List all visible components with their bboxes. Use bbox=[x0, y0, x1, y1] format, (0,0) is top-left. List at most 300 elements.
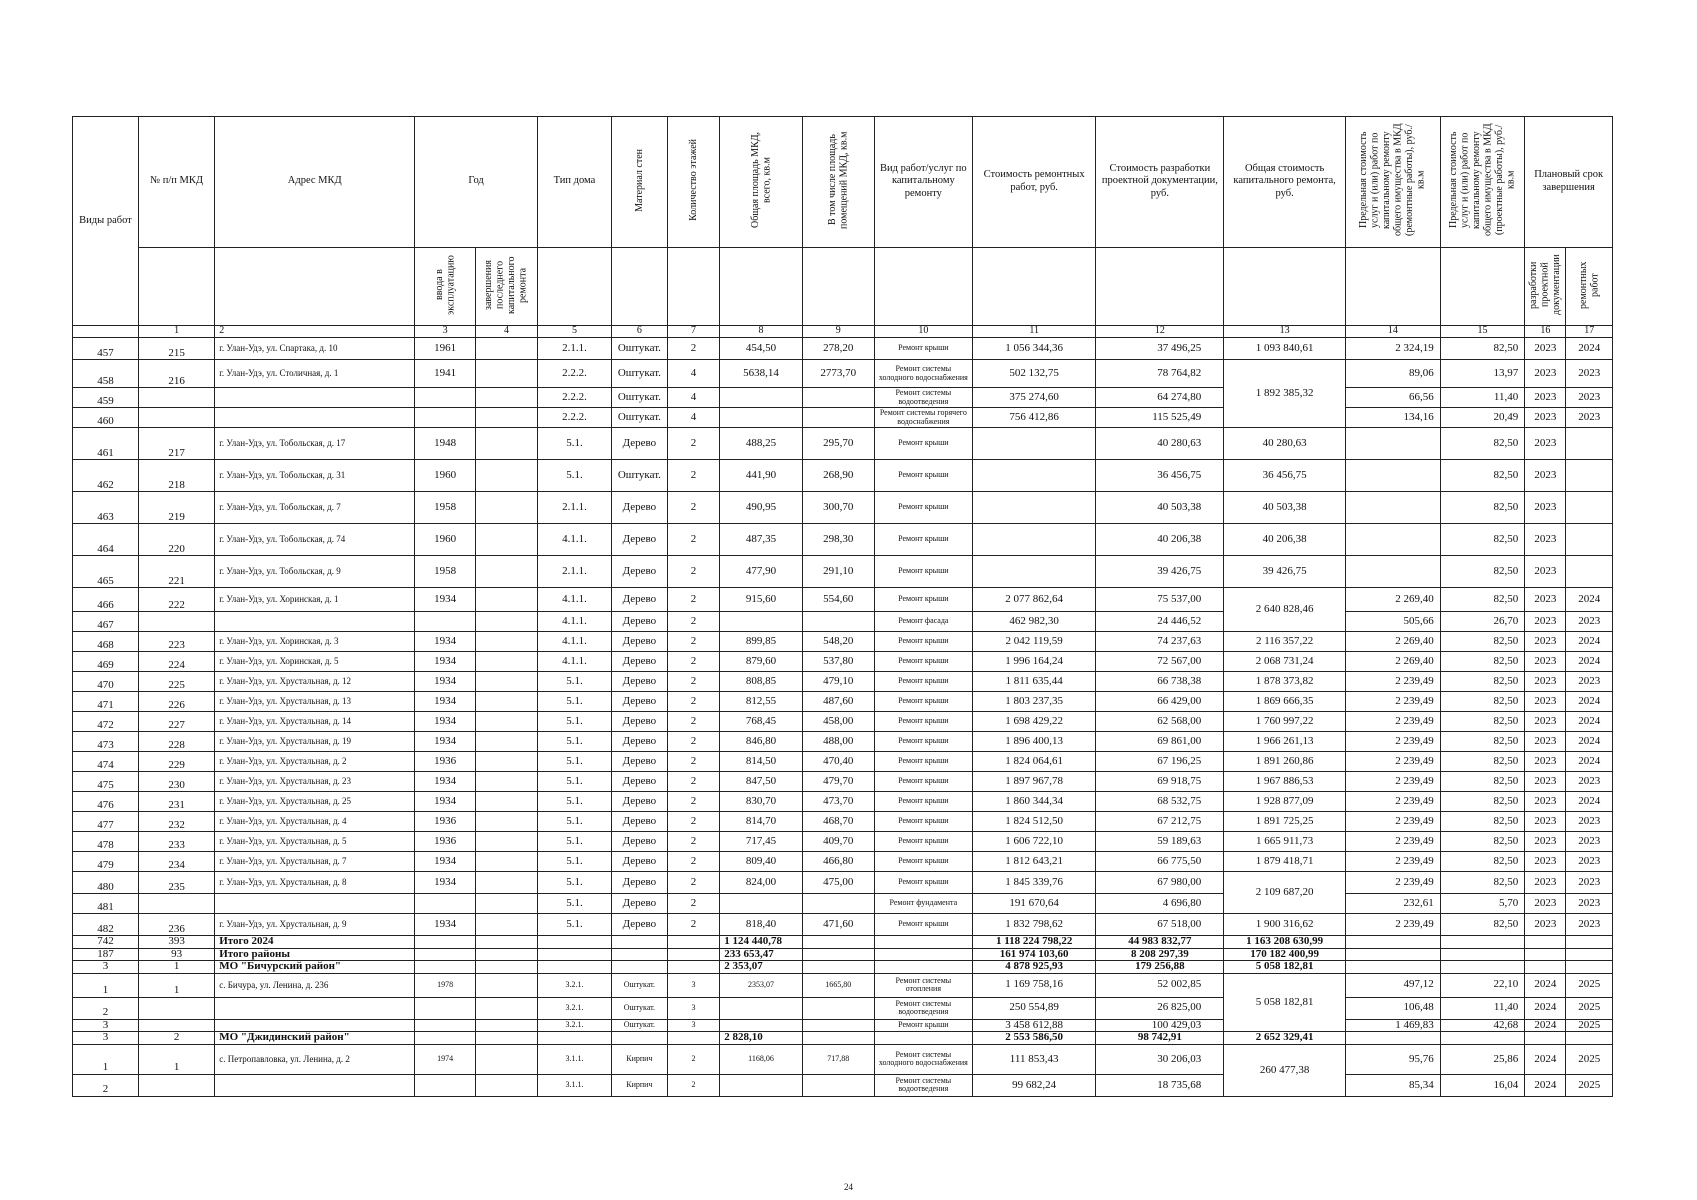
cell-material: Оштукат. bbox=[612, 997, 668, 1019]
cell-srok-rem bbox=[1566, 428, 1613, 460]
cell-god-remonta bbox=[476, 524, 538, 556]
cell-empty bbox=[802, 936, 874, 949]
cell-stoim-rem: 2 077 862,64 bbox=[972, 588, 1096, 612]
cell-srok-proekt: 2023 bbox=[1525, 338, 1566, 360]
cell-nomer bbox=[138, 894, 214, 914]
cell-vid-uslug: Ремонт системы водоотведения bbox=[874, 997, 972, 1019]
cell-god-remonta bbox=[476, 832, 538, 852]
cell-srok-rem: 2025 bbox=[1566, 1074, 1613, 1096]
cell-ploshad: 899,85 bbox=[720, 632, 802, 652]
cell-obshaya: 2 109 687,20 bbox=[1224, 872, 1346, 914]
cell-pred2: 82,50 bbox=[1440, 914, 1525, 936]
cell-stoim-proekt: 66 738,38 bbox=[1096, 672, 1224, 692]
cell-nomer: 2 bbox=[138, 1032, 214, 1045]
cell-vid-uslug: Ремонт крыши bbox=[874, 914, 972, 936]
cell-adres: г. Улан-Удэ, ул. Хрустальная, д. 13 bbox=[215, 692, 415, 712]
cell-pred2: 82,50 bbox=[1440, 752, 1525, 772]
cell-pred1 bbox=[1345, 460, 1440, 492]
cell-sum-ploshad: 233 653,47 bbox=[720, 948, 802, 961]
column-number-row bbox=[73, 326, 1613, 338]
col-number: 10 bbox=[874, 326, 972, 338]
cell-god-vvoda: 1941 bbox=[415, 360, 476, 388]
cell-adres: г. Улан-Удэ, ул. Хрустальная, д. 12 bbox=[215, 672, 415, 692]
cell-empty bbox=[802, 961, 874, 974]
cell-stoim-rem: 1 698 429,22 bbox=[972, 712, 1096, 732]
cell-obshaya: 5 058 182,81 bbox=[1224, 973, 1346, 1032]
cell-nomer: 233 bbox=[138, 832, 214, 852]
cell-etazhi: 2 bbox=[667, 428, 720, 460]
cell-tip: 2.1.1. bbox=[537, 338, 611, 360]
cell-pred1 bbox=[1345, 524, 1440, 556]
cell-stoim-rem: 1 606 722,10 bbox=[972, 832, 1096, 852]
table-row bbox=[73, 812, 1613, 832]
cell-vid-uslug: Ремонт системы холодного водоснабжения bbox=[874, 360, 972, 388]
cell-vid: 460 bbox=[73, 408, 139, 428]
cell-nomer: 221 bbox=[138, 556, 214, 588]
cell-god-vvoda: 1934 bbox=[415, 852, 476, 872]
cell-pred1: 1 469,83 bbox=[1345, 1019, 1440, 1032]
cell-god-remonta bbox=[476, 1019, 538, 1032]
cell-srok-rem: 2023 bbox=[1566, 388, 1613, 408]
cell-empty bbox=[802, 948, 874, 961]
table-row bbox=[73, 752, 1613, 772]
cell-pred2: 82,50 bbox=[1440, 492, 1525, 524]
itogo-2024-row bbox=[73, 936, 1613, 949]
table-row bbox=[73, 997, 1613, 1019]
cell-ploshad-pom: 473,70 bbox=[802, 792, 874, 812]
cell-adres: г. Улан-Удэ, ул. Хрустальная, д. 23 bbox=[215, 772, 415, 792]
cell-ploshad-pom bbox=[802, 1019, 874, 1032]
cell-nomer: 224 bbox=[138, 652, 214, 672]
cell-stoim-rem: 1 832 798,62 bbox=[972, 914, 1096, 936]
cell-empty bbox=[415, 936, 476, 949]
cell-ploshad-pom: 488,00 bbox=[802, 732, 874, 752]
cell-obshaya: 1 891 260,86 bbox=[1224, 752, 1346, 772]
cell-god-remonta bbox=[476, 612, 538, 632]
cell-pred2: 82,50 bbox=[1440, 792, 1525, 812]
cell-vid: 459 bbox=[73, 388, 139, 408]
cell-pred1: 2 324,19 bbox=[1345, 338, 1440, 360]
cell-pred2: 82,50 bbox=[1440, 338, 1525, 360]
cell-vid: 469 bbox=[73, 652, 139, 672]
cell-empty bbox=[667, 1032, 720, 1045]
cell-pred2: 82,50 bbox=[1440, 556, 1525, 588]
cell-empty bbox=[1525, 936, 1566, 949]
cell-god-vvoda: 1958 bbox=[415, 492, 476, 524]
cell-sum-proekt: 98 742,91 bbox=[1096, 1032, 1224, 1045]
cell-empty bbox=[1566, 948, 1613, 961]
cell-stoim-proekt: 64 274,80 bbox=[1096, 388, 1224, 408]
cell-god-remonta bbox=[476, 792, 538, 812]
cell-pred1: 2 239,49 bbox=[1345, 872, 1440, 894]
cell-vid: 482 bbox=[73, 914, 139, 936]
cell-empty bbox=[476, 936, 538, 949]
cell-srok-rem: 2023 bbox=[1566, 914, 1613, 936]
header-stoim-proekt: Стоимость разработки проектной документации, руб. bbox=[1096, 117, 1224, 248]
table-row bbox=[73, 588, 1613, 612]
cell-etazhi: 2 bbox=[667, 492, 720, 524]
cell-ploshad-pom: 717,88 bbox=[802, 1044, 874, 1074]
table-row bbox=[73, 408, 1613, 428]
cell-srok-proekt: 2023 bbox=[1525, 792, 1566, 812]
cell-ploshad bbox=[720, 612, 802, 632]
cell-stoim-proekt: 24 446,52 bbox=[1096, 612, 1224, 632]
cell-god-vvoda: 1960 bbox=[415, 460, 476, 492]
cell-sum-label: МО "Бичурский район" bbox=[215, 961, 415, 974]
table-row bbox=[73, 832, 1613, 852]
header-blank bbox=[720, 247, 802, 326]
cell-vid-uslug: Ремонт крыши bbox=[874, 338, 972, 360]
cell-srok-proekt: 2023 bbox=[1525, 524, 1566, 556]
itogo-rayony-row bbox=[73, 948, 1613, 961]
cell-stoim-rem: 1 811 635,44 bbox=[972, 672, 1096, 692]
cell-etazhi: 2 bbox=[667, 792, 720, 812]
table-row bbox=[73, 612, 1613, 632]
header-tip: Тип дома bbox=[537, 117, 611, 248]
header-row-1 bbox=[73, 117, 1613, 248]
cell-vid: 464 bbox=[73, 524, 139, 556]
cell-srok-proekt: 2024 bbox=[1525, 973, 1566, 997]
cell-god-remonta bbox=[476, 752, 538, 772]
cell-ploshad-pom: 466,80 bbox=[802, 852, 874, 872]
cell-ploshad: 847,50 bbox=[720, 772, 802, 792]
cell-pred1: 2 239,49 bbox=[1345, 692, 1440, 712]
cell-god-vvoda: 1936 bbox=[415, 812, 476, 832]
cell-nomer: 217 bbox=[138, 428, 214, 460]
header-blank bbox=[667, 247, 720, 326]
cell-srok-rem bbox=[1566, 460, 1613, 492]
cell-empty bbox=[1345, 948, 1440, 961]
col-number: 11 bbox=[972, 326, 1096, 338]
cell-ploshad-pom: 537,80 bbox=[802, 652, 874, 672]
cell-empty bbox=[415, 1032, 476, 1045]
header-nomer: № п/п МКД bbox=[138, 117, 214, 248]
cell-ploshad: 915,60 bbox=[720, 588, 802, 612]
cell-vid: 461 bbox=[73, 428, 139, 460]
cell-srok-rem: 2023 bbox=[1566, 872, 1613, 894]
col-number: 14 bbox=[1345, 326, 1440, 338]
cell-vid: 1 bbox=[73, 973, 139, 997]
cell-obshaya: 1 869 666,35 bbox=[1224, 692, 1346, 712]
cell-god-vvoda: 1958 bbox=[415, 556, 476, 588]
cell-material: Дерево bbox=[612, 894, 668, 914]
cell-sum-rem: 4 878 925,93 bbox=[972, 961, 1096, 974]
cell-adres: г. Улан-Удэ, ул. Хрустальная, д. 7 bbox=[215, 852, 415, 872]
cell-pred1: 2 239,49 bbox=[1345, 672, 1440, 692]
cell-srok-proekt: 2023 bbox=[1525, 672, 1566, 692]
cell-god-vvoda: 1934 bbox=[415, 872, 476, 894]
header-srok-proekt: разработки проектной документации bbox=[1525, 247, 1566, 326]
cell-srok-proekt: 2023 bbox=[1525, 692, 1566, 712]
cell-pred2: 42,68 bbox=[1440, 1019, 1525, 1032]
cell-pred2: 82,50 bbox=[1440, 652, 1525, 672]
cell-empty bbox=[415, 948, 476, 961]
cell-tip: 5.1. bbox=[537, 872, 611, 894]
cell-nomer: 1 bbox=[138, 973, 214, 997]
cell-god-vvoda: 1934 bbox=[415, 732, 476, 752]
cell-tip: 5.1. bbox=[537, 832, 611, 852]
cell-srok-proekt: 2023 bbox=[1525, 632, 1566, 652]
cell-vid: 3 bbox=[73, 1032, 139, 1045]
cell-adres bbox=[215, 894, 415, 914]
cell-ploshad: 477,90 bbox=[720, 556, 802, 588]
cell-vid-uslug: Ремонт крыши bbox=[874, 872, 972, 894]
cell-tip: 2.1.1. bbox=[537, 492, 611, 524]
cell-tip: 5.1. bbox=[537, 672, 611, 692]
cell-nomer bbox=[138, 1019, 214, 1032]
cell-ploshad: 2353,07 bbox=[720, 973, 802, 997]
cell-stoim-proekt: 72 567,00 bbox=[1096, 652, 1224, 672]
cell-pred2: 82,50 bbox=[1440, 524, 1525, 556]
cell-nomer: 216 bbox=[138, 360, 214, 388]
cell-srok-proekt: 2023 bbox=[1525, 388, 1566, 408]
cell-vid-uslug: Ремонт системы водоотведения bbox=[874, 1074, 972, 1096]
cell-vid-uslug: Ремонт крыши bbox=[874, 692, 972, 712]
cell-stoim-proekt: 4 696,80 bbox=[1096, 894, 1224, 914]
cell-srok-rem: 2023 bbox=[1566, 852, 1613, 872]
cell-srok-proekt: 2023 bbox=[1525, 812, 1566, 832]
cell-tip: 5.1. bbox=[537, 894, 611, 914]
cell-tip: 2.2.2. bbox=[537, 360, 611, 388]
cell-adres: г. Улан-Удэ, ул. Хрустальная, д. 5 bbox=[215, 832, 415, 852]
cell-tip: 5.1. bbox=[537, 792, 611, 812]
cell-srok-rem bbox=[1566, 492, 1613, 524]
cell-empty bbox=[1566, 1032, 1613, 1045]
cell-adres bbox=[215, 408, 415, 428]
table-row bbox=[73, 428, 1613, 460]
cell-god-vvoda bbox=[415, 408, 476, 428]
cell-srok-proekt: 2023 bbox=[1525, 360, 1566, 388]
table-row bbox=[73, 360, 1613, 388]
cell-vid-uslug: Ремонт крыши bbox=[874, 712, 972, 732]
cell-god-vvoda: 1934 bbox=[415, 588, 476, 612]
col-number: 2 bbox=[215, 326, 415, 338]
cell-obshaya: 1 879 418,71 bbox=[1224, 852, 1346, 872]
cell-pred1: 89,06 bbox=[1345, 360, 1440, 388]
cell-adres: г. Улан-Удэ, ул. Хрустальная, д. 2 bbox=[215, 752, 415, 772]
cell-god-vvoda: 1934 bbox=[415, 632, 476, 652]
cell-god-vvoda: 1934 bbox=[415, 914, 476, 936]
cell-ploshad: 717,45 bbox=[720, 832, 802, 852]
col-number: 4 bbox=[476, 326, 538, 338]
cell-stoim-proekt: 69 918,75 bbox=[1096, 772, 1224, 792]
cell-pred1: 134,16 bbox=[1345, 408, 1440, 428]
cell-adres bbox=[215, 997, 415, 1019]
cell-ploshad: 5638,14 bbox=[720, 360, 802, 388]
cell-obshaya: 1 967 886,53 bbox=[1224, 772, 1346, 792]
cell-obshaya: 2 068 731,24 bbox=[1224, 652, 1346, 672]
cell-srok-rem: 2024 bbox=[1566, 792, 1613, 812]
cell-obshaya: 40 503,38 bbox=[1224, 492, 1346, 524]
cell-god-vvoda bbox=[415, 612, 476, 632]
cell-ploshad-pom: 487,60 bbox=[802, 692, 874, 712]
cell-stoim-proekt: 115 525,49 bbox=[1096, 408, 1224, 428]
cell-god-vvoda: 1934 bbox=[415, 792, 476, 812]
cell-material: Дерево bbox=[612, 792, 668, 812]
cell-obshaya: 1 665 911,73 bbox=[1224, 832, 1346, 852]
cell-sum-obshaya: 1 163 208 630,99 bbox=[1224, 936, 1346, 949]
cell-srok-proekt: 2023 bbox=[1525, 712, 1566, 732]
cell-obshaya: 1 966 261,13 bbox=[1224, 732, 1346, 752]
cell-srok-proekt: 2024 bbox=[1525, 997, 1566, 1019]
cell-god-vvoda: 1934 bbox=[415, 672, 476, 692]
cell-srok-proekt: 2023 bbox=[1525, 752, 1566, 772]
cell-ploshad-pom: 2773,70 bbox=[802, 360, 874, 388]
cell-obshaya: 1 892 385,32 bbox=[1224, 360, 1346, 428]
cell-empty bbox=[1525, 948, 1566, 961]
cell-god-remonta bbox=[476, 997, 538, 1019]
cell-pred2: 82,50 bbox=[1440, 772, 1525, 792]
cell-vid-uslug: Ремонт крыши bbox=[874, 672, 972, 692]
header-row-2 bbox=[73, 247, 1613, 326]
cell-stoim-rem bbox=[972, 524, 1096, 556]
cell-ploshad-pom bbox=[802, 388, 874, 408]
col-number: 17 bbox=[1566, 326, 1613, 338]
cell-god-remonta bbox=[476, 408, 538, 428]
mo-dzhida-row bbox=[73, 1032, 1613, 1045]
mo-bichura-row bbox=[73, 961, 1613, 974]
cell-vid: 476 bbox=[73, 792, 139, 812]
cell-vid-uslug: Ремонт системы водоотведения bbox=[874, 388, 972, 408]
header-blank bbox=[802, 247, 874, 326]
cell-srok-rem: 2025 bbox=[1566, 973, 1613, 997]
cell-sum-ploshad: 1 124 440,78 bbox=[720, 936, 802, 949]
cell-god-remonta bbox=[476, 492, 538, 524]
table-row bbox=[73, 632, 1613, 652]
cell-pred2: 11,40 bbox=[1440, 997, 1525, 1019]
cell-vid-uslug: Ремонт крыши bbox=[874, 524, 972, 556]
cell-vid: 465 bbox=[73, 556, 139, 588]
cell-empty bbox=[1440, 948, 1525, 961]
cell-ploshad: 454,50 bbox=[720, 338, 802, 360]
cell-nomer: 234 bbox=[138, 852, 214, 872]
cell-vid: 466 bbox=[73, 588, 139, 612]
cell-god-vvoda: 1934 bbox=[415, 652, 476, 672]
cell-ploshad-pom: 298,30 bbox=[802, 524, 874, 556]
cell-vid-uslug: Ремонт крыши bbox=[874, 732, 972, 752]
cell-obshaya: 39 426,75 bbox=[1224, 556, 1346, 588]
cell-god-vvoda: 1934 bbox=[415, 712, 476, 732]
col-number: 1 bbox=[138, 326, 214, 338]
cell-tip: 4.1.1. bbox=[537, 652, 611, 672]
cell-material: Оштукат. bbox=[612, 973, 668, 997]
cell-nomer bbox=[138, 997, 214, 1019]
cell-stoim-rem: 99 682,24 bbox=[972, 1074, 1096, 1096]
cell-stoim-rem: 1 824 512,50 bbox=[972, 812, 1096, 832]
cell-sum-ploshad: 2 828,10 bbox=[720, 1032, 802, 1045]
cell-srok-rem: 2025 bbox=[1566, 1044, 1613, 1074]
cell-adres: г. Улан-Удэ, ул. Хрустальная, д. 14 bbox=[215, 712, 415, 732]
cell-empty bbox=[537, 936, 611, 949]
cell-stoim-rem: 1 169 758,16 bbox=[972, 973, 1096, 997]
cell-god-vvoda: 1934 bbox=[415, 692, 476, 712]
cell-vid-uslug: Ремонт крыши bbox=[874, 652, 972, 672]
cell-stoim-proekt: 40 503,38 bbox=[1096, 492, 1224, 524]
cell-god-remonta bbox=[476, 712, 538, 732]
cell-nomer: 225 bbox=[138, 672, 214, 692]
table-row bbox=[73, 914, 1613, 936]
cell-empty bbox=[874, 1032, 972, 1045]
cell-empty bbox=[1566, 936, 1613, 949]
cell-material: Дерево bbox=[612, 588, 668, 612]
cell-stoim-proekt: 67 518,00 bbox=[1096, 914, 1224, 936]
cell-ploshad-pom: 1665,80 bbox=[802, 973, 874, 997]
cell-etazhi: 2 bbox=[667, 1074, 720, 1096]
cell-srok-rem: 2023 bbox=[1566, 360, 1613, 388]
header-blank bbox=[138, 247, 214, 326]
cell-material: Оштукат. bbox=[612, 360, 668, 388]
cell-pred1 bbox=[1345, 428, 1440, 460]
cell-ploshad bbox=[720, 894, 802, 914]
cell-etazhi: 4 bbox=[667, 408, 720, 428]
cell-tip: 3.2.1. bbox=[537, 997, 611, 1019]
header-blank bbox=[612, 247, 668, 326]
table-row bbox=[73, 556, 1613, 588]
cell-vid: 3 bbox=[73, 1019, 139, 1032]
cell-srok-proekt: 2023 bbox=[1525, 460, 1566, 492]
cell-ploshad: 768,45 bbox=[720, 712, 802, 732]
cell-vid: 187 bbox=[73, 948, 139, 961]
cell-stoim-proekt: 40 206,38 bbox=[1096, 524, 1224, 556]
cell-pred2: 25,86 bbox=[1440, 1044, 1525, 1074]
header-blank bbox=[1096, 247, 1224, 326]
cell-ploshad bbox=[720, 388, 802, 408]
cell-god-remonta bbox=[476, 692, 538, 712]
cell-vid: 474 bbox=[73, 752, 139, 772]
cell-material: Оштукат. bbox=[612, 460, 668, 492]
cell-stoim-rem: 756 412,86 bbox=[972, 408, 1096, 428]
cell-tip: 5.1. bbox=[537, 732, 611, 752]
cell-nomer: 220 bbox=[138, 524, 214, 556]
cell-empty bbox=[612, 961, 668, 974]
cell-ploshad: 818,40 bbox=[720, 914, 802, 936]
cell-empty bbox=[612, 1032, 668, 1045]
cell-ploshad-pom: 470,40 bbox=[802, 752, 874, 772]
cell-vid-uslug: Ремонт крыши bbox=[874, 812, 972, 832]
table-row bbox=[73, 692, 1613, 712]
header-blank bbox=[1224, 247, 1346, 326]
cell-stoim-proekt: 74 237,63 bbox=[1096, 632, 1224, 652]
cell-material: Дерево bbox=[612, 524, 668, 556]
cell-obshaya: 260 477,38 bbox=[1224, 1044, 1346, 1096]
cell-material: Кирпич bbox=[612, 1074, 668, 1096]
cell-ploshad-pom: 479,10 bbox=[802, 672, 874, 692]
cell-adres: г. Улан-Удэ, ул. Хоринская, д. 5 bbox=[215, 652, 415, 672]
cell-material: Дерево bbox=[612, 492, 668, 524]
cell-vid-uslug: Ремонт крыши bbox=[874, 588, 972, 612]
cell-vid-uslug: Ремонт крыши bbox=[874, 556, 972, 588]
cell-pred2: 82,50 bbox=[1440, 712, 1525, 732]
cell-stoim-rem bbox=[972, 460, 1096, 492]
cell-etazhi: 2 bbox=[667, 588, 720, 612]
table-row bbox=[73, 652, 1613, 672]
cell-empty bbox=[476, 1032, 538, 1045]
cell-material: Дерево bbox=[612, 632, 668, 652]
cell-stoim-proekt: 68 532,75 bbox=[1096, 792, 1224, 812]
cell-material: Дерево bbox=[612, 428, 668, 460]
header-srok-rem: ремонтных работ bbox=[1566, 247, 1613, 326]
cell-god-remonta bbox=[476, 732, 538, 752]
cell-srok-proekt: 2023 bbox=[1525, 428, 1566, 460]
cell-god-vvoda bbox=[415, 1019, 476, 1032]
cell-tip: 5.1. bbox=[537, 812, 611, 832]
cell-srok-rem: 2024 bbox=[1566, 752, 1613, 772]
cell-ploshad: 809,40 bbox=[720, 852, 802, 872]
cell-god-vvoda: 1961 bbox=[415, 338, 476, 360]
cell-vid-uslug: Ремонт системы горячего водоснабжения bbox=[874, 408, 972, 428]
cell-material: Дерево bbox=[612, 852, 668, 872]
cell-empty bbox=[1345, 961, 1440, 974]
